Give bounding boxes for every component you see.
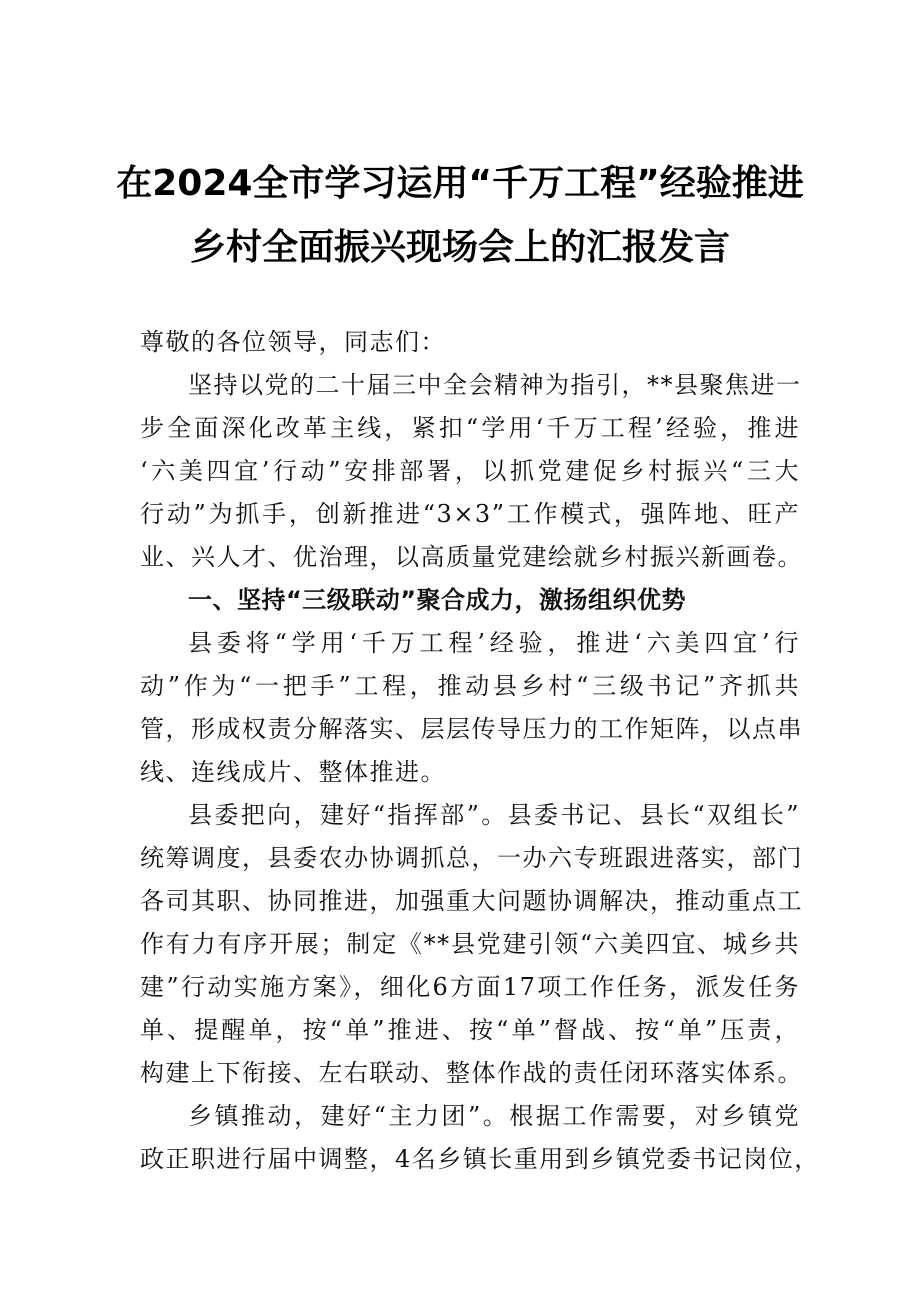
paragraph-3-line: 构建上下衔接、左右联动、整体作战的责任闭环落实体系。 <box>140 1059 803 1087</box>
paragraph-1-line: 步全面深化改革主线，紧扣“学用‘千万工程’经验，推进 <box>140 414 800 442</box>
paragraph-3-line: 作有力有序开展；制定《**县党建引领“六美四宜、城乡共 <box>140 930 800 958</box>
paragraph-3-line: 统筹调度，县委农办协调抓总，一办六专班跟进落实，部门 <box>140 844 803 872</box>
paragraph-4-line: 政正职进行届中调整，4名乡镇长重用到乡镇党委书记岗位， <box>140 1145 820 1173</box>
salutation: 尊敬的各位领导，同志们： <box>140 328 446 356</box>
paragraph-2-line: 线、连线成片、整体推进。 <box>140 758 446 786</box>
paragraph-1-line: 业、兴人才、优治理，以高质量党建绘就乡村振兴新画卷。 <box>140 543 803 571</box>
paragraph-1-line: 行动”为抓手，创新推进“3×3”工作模式，强阵地、旺产 <box>140 500 800 528</box>
paragraph-3-line: 县委把向，建好“指挥部”。县委书记、县长“双组长” <box>188 801 800 829</box>
paragraph-2-line: 管，形成权责分解落实、层层传导压力的工作矩阵，以点串 <box>140 715 803 743</box>
document-title-line-2: 乡村全面振兴现场会上的汇报发言 <box>189 227 730 268</box>
paragraph-3-line: 单、提醒单，按“单”推进、按“单”督战、按“单”压责， <box>140 1016 800 1044</box>
paragraph-2-line: 动”作为“一把手”工程，推动县乡村“三级书记”齐抓共 <box>140 672 800 700</box>
paragraph-1-line: ‘六美四宜’行动”安排部署，以抓党建促乡村振兴“三大 <box>140 457 800 485</box>
paragraph-2-line: 县委将“学用‘千万工程’经验，推进‘六美四宜’行 <box>188 629 800 657</box>
paragraph-4-line: 乡镇推动，建好“主力团”。根据工作需要，对乡镇党 <box>188 1102 800 1130</box>
document-title-line-1: 在2024全市学习运用“千万工程”经验推进 <box>116 163 804 204</box>
paragraph-3-line: 各司其职、协同推进，加强重大问题协调解决，推动重点工 <box>140 887 803 915</box>
section-heading-1: 一、坚持“三级联动”聚合成力，激扬组织优势 <box>188 586 687 614</box>
paragraph-1-line: 坚持以党的二十届三中全会精神为指引，**县聚焦进一 <box>188 371 802 399</box>
paragraph-3-line: 建”行动实施方案》，细化6方面17项工作任务，派发任务 <box>140 973 800 1001</box>
